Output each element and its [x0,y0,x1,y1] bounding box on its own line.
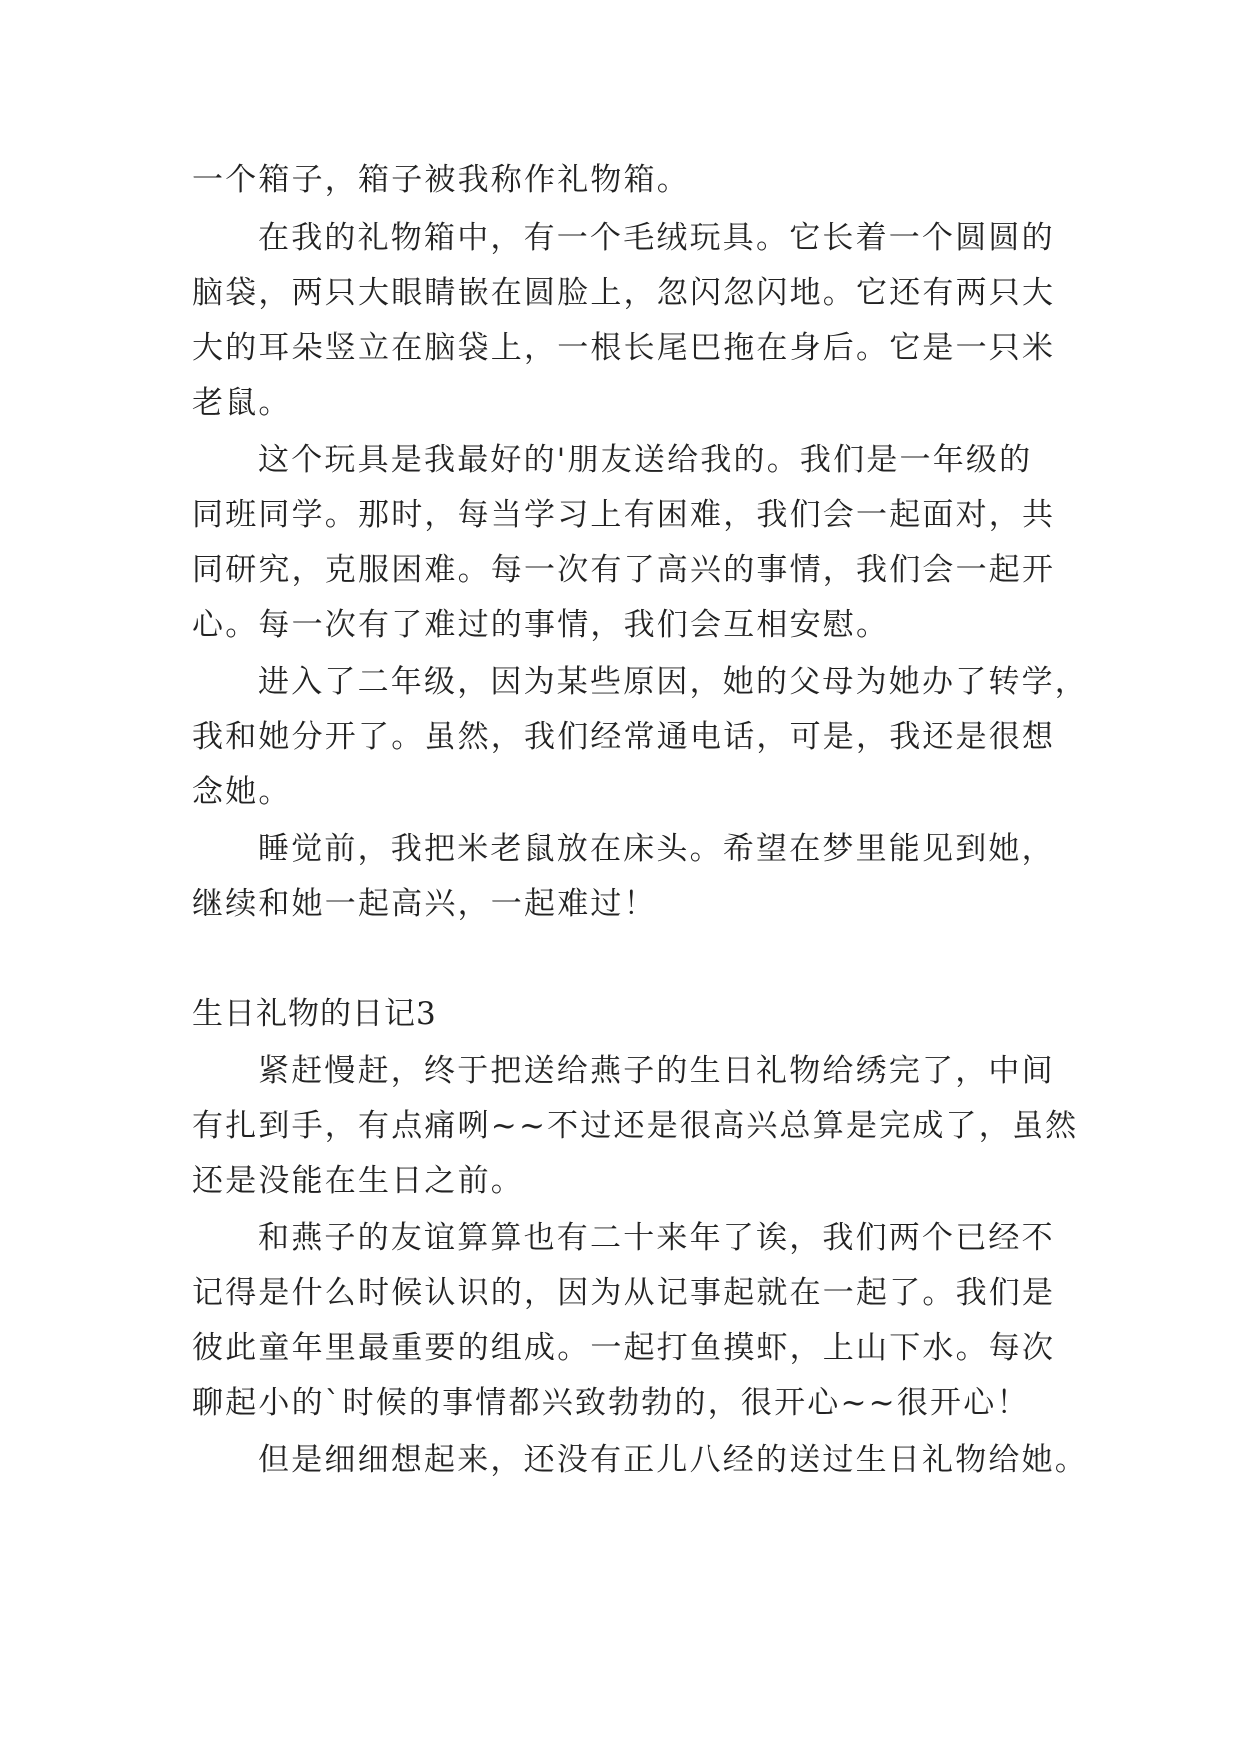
paragraph-first-line: 睡觉前，我把米老鼠放在床头。希望在梦里能见到她， [258,831,1055,867]
text-line: 同研究，克服困难。每一次有了高兴的事情，我们会一起开 [192,552,1056,588]
paragraph-first-line: 在我的礼物箱中，有一个毛绒玩具。它长着一个圆圆的 [258,220,1055,256]
text-line: 彼此童年里最重要的组成。一起打鱼摸虾，上山下水。每次 [192,1330,1056,1366]
text-line: 脑袋，两只大眼睛嵌在圆脸上，忽闪忽闪地。它还有两只大 [192,275,1056,311]
paragraph-first-line: 和燕子的友谊算算也有二十来年了诶，我们两个已经不 [258,1220,1055,1256]
paragraph-first-line: 但是细细想起来，还没有正儿八经的送过生日礼物给她。 [258,1442,1088,1478]
text-line: 同班同学。那时，每当学习上有困难，我们会一起面对，共 [192,497,1056,533]
paragraph-first-line: 紧赶慢赶，终于把送给燕子的生日礼物给绣完了，中间 [258,1053,1055,1089]
paragraph-first-line: 这个玩具是我最好的'朋友送给我的。我们是一年级的 [258,442,1033,478]
text-line: 老鼠。 [192,385,292,421]
text-line: 记得是什么时候认识的，因为从记事起就在一起了。我们是 [192,1275,1056,1311]
text-line: 念她。 [192,774,292,810]
text-line: 大的耳朵竖立在脑袋上，一根长尾巴拖在身后。它是一只米 [192,330,1056,366]
text-line: 聊起小的`时候的事情都兴致勃勃的，很开心~~很开心！ [192,1385,1030,1421]
text-line: 还是没能在生日之前。 [192,1163,524,1199]
text-line: 一个箱子，箱子被我称作礼物箱。 [192,162,690,198]
text-line: 我和她分开了。虽然，我们经常通电话，可是，我还是很想 [192,719,1056,755]
text-line: 心。每一次有了难过的事情，我们会互相安慰。 [192,607,890,643]
section-heading: 生日礼物的日记3 [192,996,437,1032]
text-line: 有扎到手，有点痛咧~~不过还是很高兴总算是完成了，虽然 [192,1108,1079,1144]
text-line: 继续和她一起高兴，一起难过！ [192,886,657,922]
paragraph-first-line: 进入了二年级，因为某些原因，她的父母为她办了转学， [258,664,1088,700]
